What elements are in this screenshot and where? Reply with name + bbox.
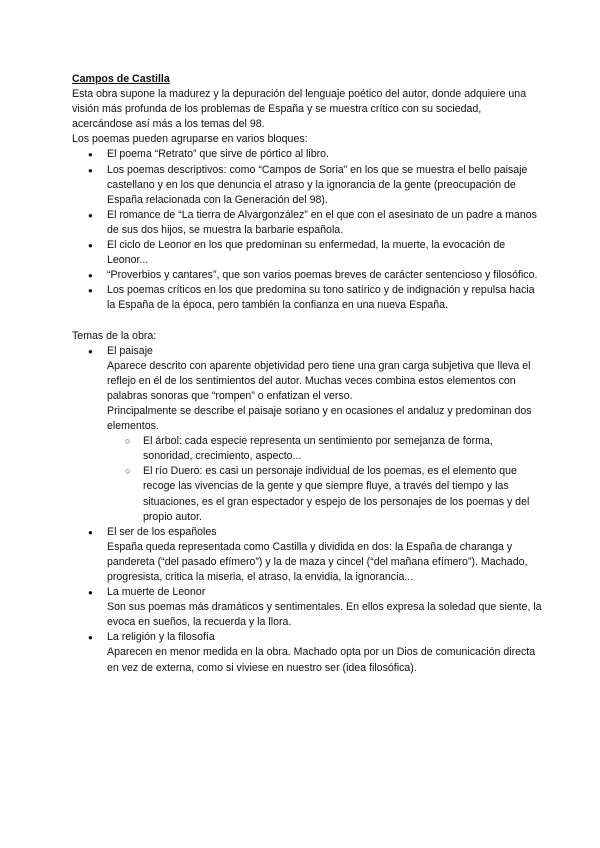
document-title: Campos de Castilla	[72, 73, 170, 85]
theme-leonor	[72, 585, 542, 630]
list-item: ● “Proverbios y cantares”, que son varios poemas breves de carácter sentencioso y filosófico.	[72, 268, 542, 283]
list-item: ● El ciclo de Leonor en los que predominan su enfermedad, la muerte, la evocación de Leonor...	[72, 238, 542, 268]
theme-heading: ● La religión y la filosofía	[107, 631, 215, 644]
list-item: ● El romance de “La tierra de Alvargonzález” en el que con el asesinato de un padre a manos de sus dos hijos, se muestra la barbarie española.	[72, 208, 542, 238]
list-item: ● Los poemas críticos en los que predomina su tono satírico y de indignación y repulsa hacia la España de la época, pero también la confianza en una nueva España.	[72, 283, 542, 313]
list-item: ● Los poemas descriptivos: como “Campos de Soria” en los que se muestra el bello paisaje castellano y en los que denuncia el atraso y la ignorancia de la gente (preocupación de España relacionada con la Generación del 98).	[72, 163, 542, 208]
themes-intro: Temas de la obra:	[72, 329, 157, 342]
theme-paragraph: España queda representada como Castilla y dividida en dos: la España de charanga y pandereta (“del pasado efímero”) y la de maza y cincel (“del mañana efímero”). Machado, progresista, critica la miseria, el atraso, la envidia, la ignorancia...	[107, 540, 528, 583]
theme-heading: ● La muerte de Leonor	[107, 586, 206, 599]
intro-paragraph: Esta obra supone la madurez y la depuración del lenguaje poético del autor, donde adquiere una visión más profunda de los problemas de España y se muestra crítico con su sociedad, acercándose así más a los temas del 98.	[72, 88, 527, 131]
sub-list-item: ○ El árbol: cada especie representa un sentimiento por semejanza de forma, sonoridad, crecimiento, aspecto...	[107, 434, 542, 464]
theme-paragraph: Aparecen en menor medida en la obra. Machado opta por un Dios de comunicación directa en vez de externa, como si viviese en nuestro ser (idea filosófica).	[107, 646, 536, 674]
groups-list	[72, 147, 542, 313]
theme-heading: ● El ser de los españoles	[107, 525, 217, 538]
theme-paragraph: Aparece descrito con aparente objetividad pero tiene una gran carga subjetiva que lleva el reflejo en él de los sentimientos del autor. Muchas veces combina estos elementos con palabras sonoras que “rompen” o enfatizan el verso.	[107, 359, 531, 402]
theme-paragraph: Principalmente se describe el paisaje soriano y en ocasiones el andaluz y predominan dos elementos.	[107, 404, 532, 433]
spacer	[72, 314, 542, 329]
theme-heading: ● El paisaje	[107, 344, 153, 357]
list-item: ● El poema “Retrato” que sirve de pórtico al libro.	[72, 147, 542, 162]
sub-list-item: ○ El río Duero: es casi un personaje individual de los poemas, es el elemento que recoge las vivencias de la gente y que siempre fluye, a través del tiempo y las situaciones, es el gran espectador y espejo de los personajes de los poemas y del propio autor.	[107, 464, 542, 524]
paisaje-sublist	[107, 434, 542, 525]
theme-religion	[72, 630, 542, 675]
theme-espanoles	[72, 525, 542, 585]
theme-paisaje	[72, 344, 542, 525]
theme-paragraph: Son sus poemas más dramáticos y sentimentales. En ellos expresa la soledad que siente, la evoca en sueños, la recuerda y la llora.	[107, 601, 542, 629]
groups-intro: Los poemas pueden agruparse en varios bloques:	[72, 133, 308, 146]
themes-list	[72, 344, 542, 676]
